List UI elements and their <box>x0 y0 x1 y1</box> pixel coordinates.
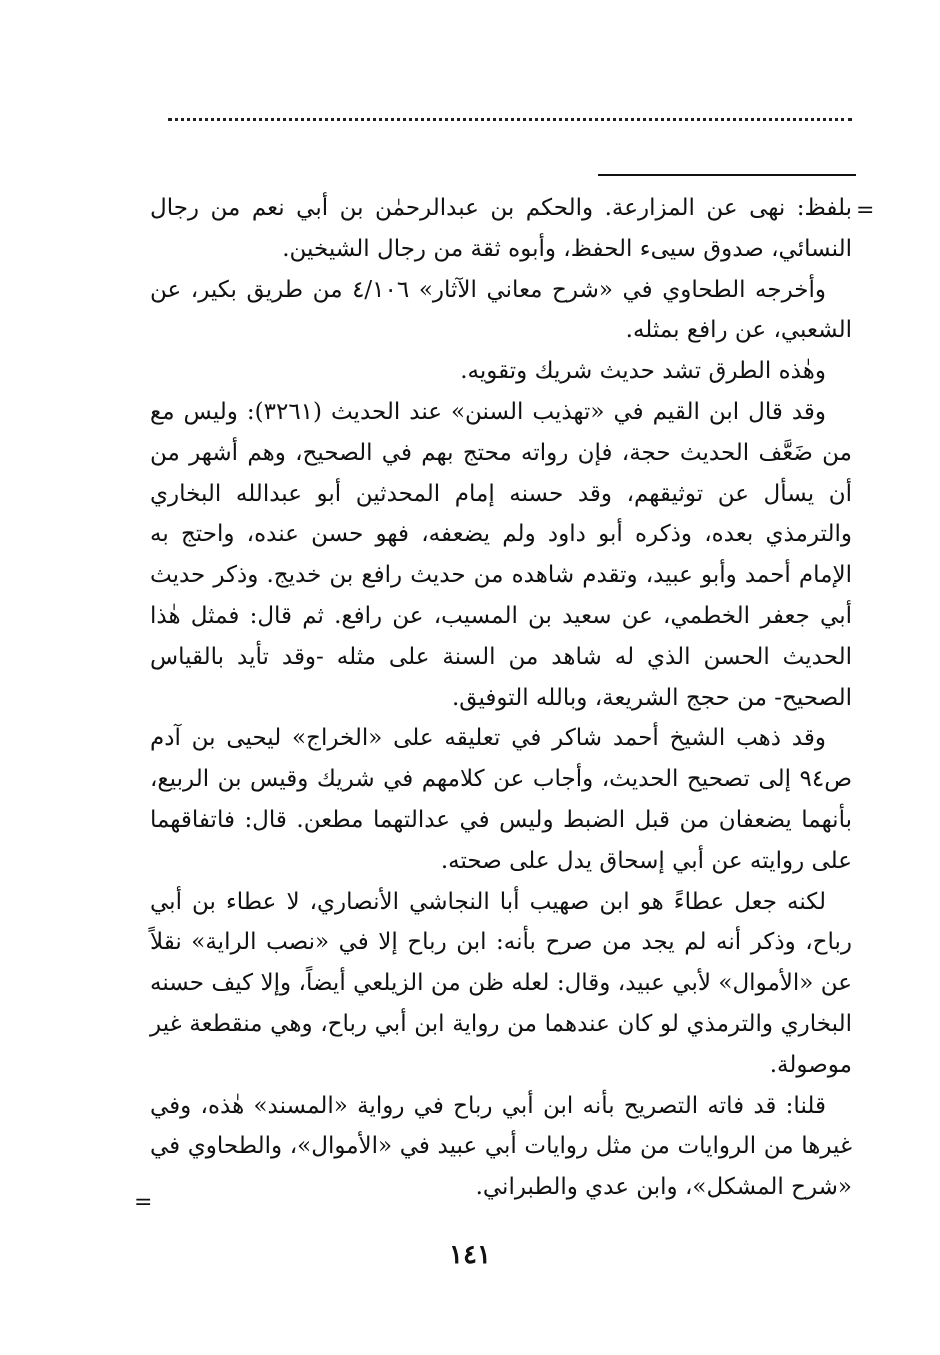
footnote-paragraph-3: وهٰذه الطرق تشد حديث شريك وتقويه. <box>460 358 826 385</box>
footnote-paragraph-2: وأخرجه الطحاوي في «شرح معاني الآثار» ٤/١٠٦ من طريق بكير، عن الشعبي، عن رافع بمثله. <box>150 276 852 344</box>
footnote-paragraph-1: بلفظ: نهى عن المزارعة. والحكم بن عبدالرحمٰن بن أبي نعم من رجال النسائي، صدوق سيىء الحفظ، وأبوه ثقة من رجال الشيخين. <box>150 195 852 262</box>
footnote-separator-line <box>598 174 856 176</box>
footnote-text-block <box>150 188 852 1208</box>
footnote-paragraph-4: وقد قال ابن القيم في «تهذيب السنن» عند الحديث (٣٢٦١): وليس مع من ضَعَّف الحديث حجة، فإن رواته محتج بهم في الصحيح، وهم أشهر من أن يسأل عن توثيقهم، وقد حسنه إمام المحدثين أبو عبدالله البخاري والترمذي بعده، وذكره أبو داود ولم يضعفه، فهو حسن عنده، واحتج به الإمام أحمد وأبو عبيد، وتقدم شاهده من حديث رافع بن خديج. وذكر حديث أبي جعفر الخطمي، عن سعيد بن المسيب، عن رافع. ثم قال: فمثل هٰذا الحديث الحسن الذي له شاهد من السنة على مثله -وقد تأيد بالقياس الصحيح- من حجج الشريعة، وبالله التوفيق. <box>150 398 852 711</box>
page-number: ١٤١ <box>449 1240 491 1270</box>
footnote-paragraph-5: وقد ذهب الشيخ أحمد شاكر في تعليقه على «الخراج» ليحيى بن آدم ص٩٤ إلى تصحيح الحديث، وأجاب عن كلامهم في شريك وقيس بن الربيع، بأنهما يضعفان من قبل الضبط وليس في عدالتهما مطعن. قال: فاتفاقهما على روايته عن أبي إسحاق يدل على صحته. <box>150 725 852 874</box>
footnote-paragraph-7: قلنا: قد فاته التصريح بأنه ابن أبي رباح في رواية «المسند» هٰذه، وفي غيرها من الروايات من مثل روايات أبي عبيد في «الأموال»، والطحاوي في «شرح المشكل»، وابن عدي والطبراني. <box>150 1092 852 1201</box>
continuation-mark-top: = <box>856 198 875 223</box>
footnote-paragraph-6: لكنه جعل عطاءً هو ابن صهيب أبا النجاشي الأنصاري، لا عطاء بن أبي رباح، وذكر أنه لم يجد من صرح بأنه: ابن رباح إلا في «نصب الراية» نقلاً عن «الأموال» لأبي عبيد، وقال: لعله ظن من الزيلعي أيضاً، وإلا كيف حسنه البخاري والترمذي لو كان عندهما من رواية ابن أبي رباح، وهي منقطعة غير موصولة. <box>150 888 852 1078</box>
dotted-separator <box>168 118 852 121</box>
continuation-mark-bottom: = <box>134 1190 153 1215</box>
